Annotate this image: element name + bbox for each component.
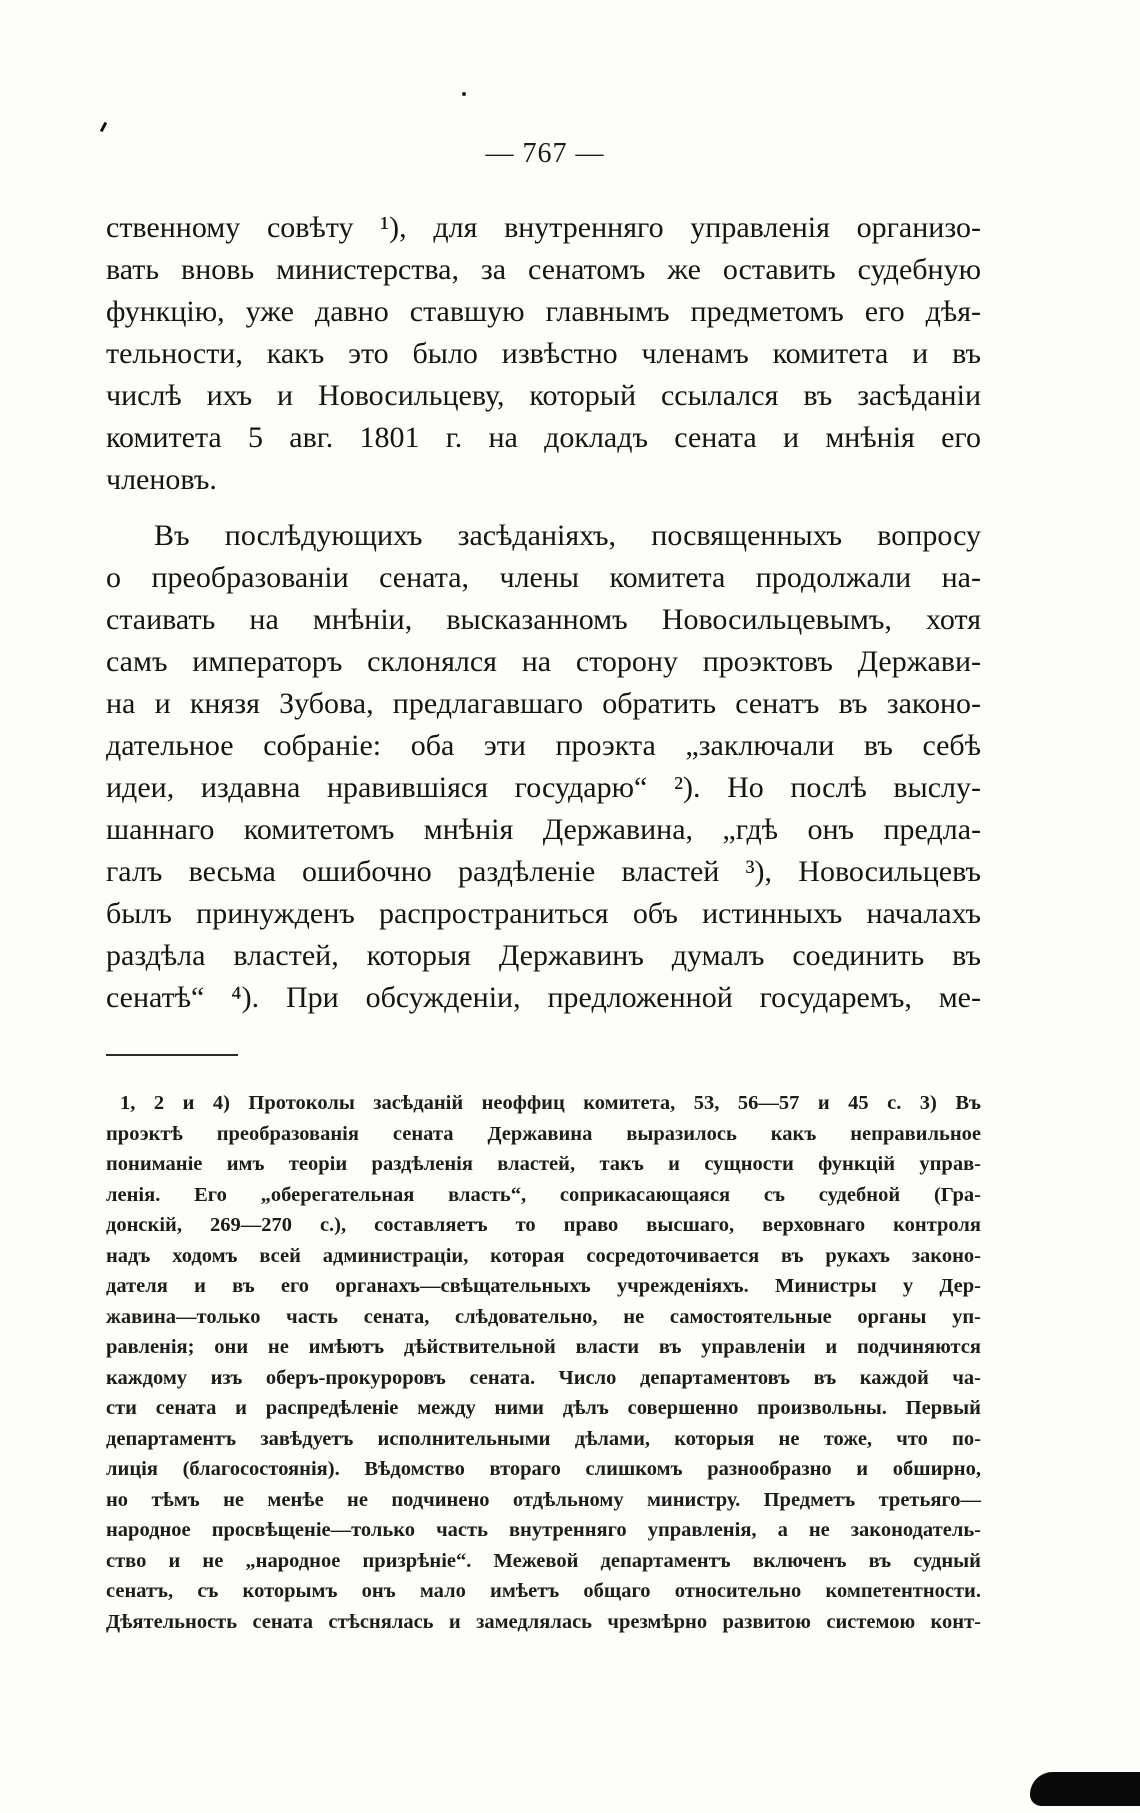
text-line: о преобразованіи сената, члены комитета продолжали на- — [106, 561, 981, 594]
page-number: — 767 — — [485, 138, 605, 169]
footnote-line: ство и не „народное призрѣніе“. Межевой департаментъ включенъ въ судный — [106, 1549, 981, 1572]
footnote-line: Дѣятельность сената стѣснялась и замедлялась чрезмѣрно развитою системою конт- — [106, 1610, 981, 1633]
main-text — [106, 207, 981, 1019]
text-line: стаивать на мнѣніи, высказанномъ Новосильцевымъ, хотя — [106, 603, 981, 636]
footnote-line: проэктѣ преобразованія сената Державина выразилось какъ неправильное — [106, 1122, 981, 1145]
footnote-line: жавина—только часть сената, слѣдовательно, не самостоятельные органы уп- — [106, 1305, 981, 1328]
text-line: былъ принужденъ распространиться объ истинныхъ началахъ — [106, 897, 981, 930]
text-line: ственному совѣту ¹), для внутренняго управленія организо- — [106, 211, 981, 244]
footnote-line: сенатъ, съ которымъ онъ мало имѣетъ общаго относительно компетентности. — [106, 1580, 981, 1602]
text-line: Въ послѣдующихъ засѣданіяхъ, посвященныхъ вопросу — [154, 519, 981, 552]
footnote-line: департаментъ завѣдуетъ исполнительными дѣлами, которыя не тоже, что по- — [106, 1427, 981, 1450]
footnote-line: донскій, 269—270 с.), составляетъ то право высшаго, верховнаго контроля — [106, 1214, 981, 1236]
ink-mark — [100, 122, 107, 132]
text-line: комитета 5 авг. 1801 г. на докладъ сената и мнѣнія его — [106, 421, 981, 454]
ink-speck — [462, 92, 466, 96]
text-line: шаннаго комитетомъ мнѣнія Державина, „гдѣ онъ предла- — [106, 813, 981, 846]
text-line: числѣ ихъ и Новосильцеву, который ссылался въ засѣданіи — [106, 379, 981, 412]
ink-blot — [1030, 1772, 1140, 1806]
footnote-line: но тѣмъ не менѣе не подчинено отдѣльному министру. Предметъ третьяго— — [106, 1488, 981, 1511]
text-line: сенатѣ“ ⁴). При обсужденіи, предложенной государемъ, ме- — [106, 981, 981, 1014]
text-line: идеи, издавна нравившіяся государю“ ²). Но послѣ выслу- — [106, 771, 981, 804]
footnote-divider — [106, 1054, 238, 1056]
footnote-line: народное просвѣщеніе—только часть внутренняго управленія, а не законодатель- — [106, 1519, 981, 1541]
footnote-line: 1, 2 и 4) Протоколы засѣданій неоффиц комитета, 53, 56—57 и 45 с. 3) Въ — [120, 1092, 981, 1114]
text-line: тельности, какъ это было извѣстно членамъ комитета и въ — [106, 337, 981, 370]
paragraph-gap — [106, 501, 981, 515]
footnote-line: каждому изъ оберъ-прокуроровъ сената. Число департаментовъ въ каждой ча- — [106, 1366, 981, 1389]
text-line: раздѣла властей, которыя Державинъ думалъ соединить въ — [106, 939, 981, 972]
text-line: на и князя Зубова, предлагавшаго обратить сенатъ въ законо- — [106, 687, 981, 720]
footnote-line: ленія. Его „оберегательная власть“, соприкасающаяся съ судебной (Гра- — [106, 1183, 981, 1206]
footnote-line: надъ ходомъ всей администраціи, которая сосредоточивается въ рукахъ законо- — [106, 1244, 981, 1267]
text-line: галъ весьма ошибочно раздѣленіе властей ³), Новосильцевъ — [106, 855, 981, 888]
footnote-line: лиція (благосостоянія). Вѣдомство втораго слишкомъ разнообразно и обширно, — [106, 1458, 981, 1480]
footnotes — [106, 1088, 981, 1637]
footnote-line: пониманіе имъ теоріи раздѣленія властей, такъ и сущности функцій управ- — [106, 1153, 981, 1175]
text-line: дательное собраніе: оба эти проэкта „заключали въ себѣ — [106, 729, 981, 762]
footnote-line: равленія; они не имѣютъ дѣйствительной власти въ управленіи и подчиняются — [106, 1336, 981, 1358]
text-line: членовъ. — [106, 463, 217, 496]
footnote-line: дателя и въ его органахъ—свѣщательныхъ учрежденіяхъ. Министры у Дер- — [106, 1275, 981, 1297]
footnote-line: сти сената и распредѣленіе между ними дѣлъ совершенно произвольны. Первый — [106, 1397, 981, 1419]
text-line: самъ императоръ склонялся на сторону проэктовъ Держави- — [106, 645, 981, 678]
text-line: функцію, уже давно ставшую главнымъ предметомъ его дѣя- — [106, 295, 981, 328]
text-line: вать вновь министерства, за сенатомъ же оставить судебную — [106, 253, 981, 286]
